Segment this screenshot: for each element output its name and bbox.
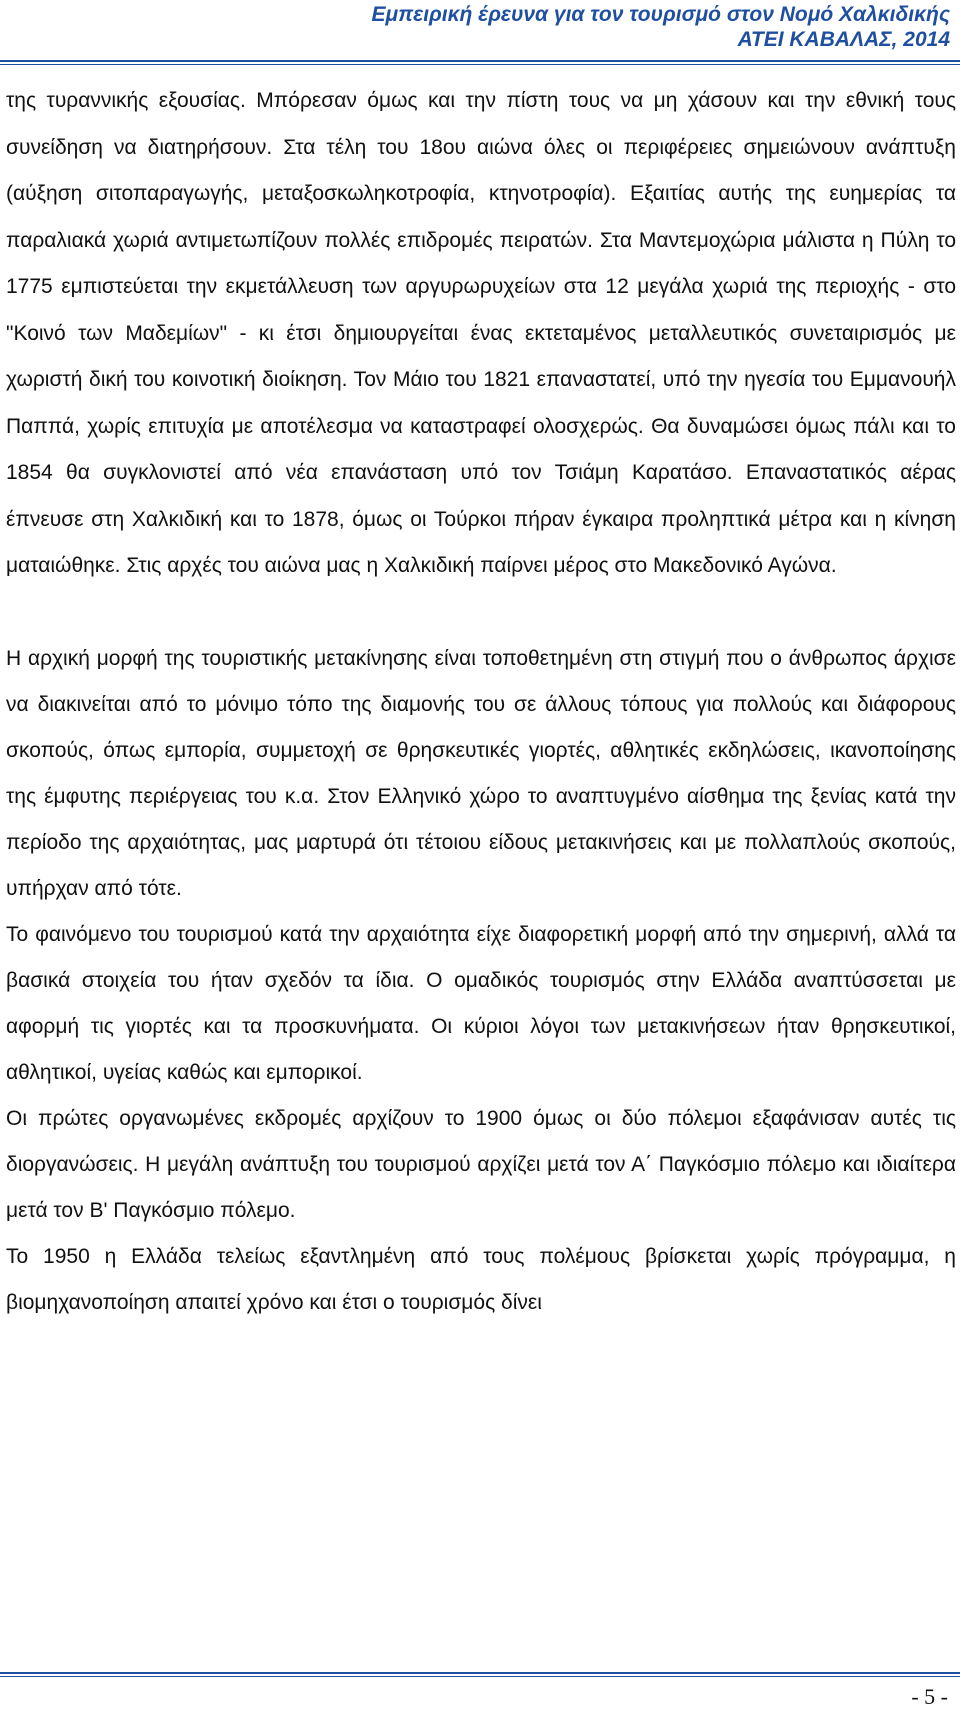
footer-rule <box>0 1672 960 1674</box>
page-number: - 5 - <box>911 1684 948 1709</box>
paragraph-gap <box>6 590 956 636</box>
paragraph-1950: Το 1950 η Ελλάδα τελείως εξαντλημένη από τους πολέμους βρίσκεται χωρίς πρόγραμμα, η βιομηχανοποίηση απαιτεί χρόνο και έτσι ο τουρισμός δίνει <box>6 1244 956 1314</box>
body-text <box>6 78 956 1326</box>
header-rule-thin <box>0 64 960 65</box>
footer-rule-thin <box>0 1676 960 1677</box>
paragraph-organized-excursions: Οι πρώτες οργανωμένες εκδρομές αρχίζουν το 1900 όμως οι δύο πόλεμοι εξαφάνισαν αυτές τις διοργανώσεις. Η μεγάλη ανάπτυξη του τουρισμού αρχίζει μετά τον Α΄ Παγκόσμιο πόλεμο και ιδιαίτερα μετά τον Β' Παγκόσμιο πόλεμο. <box>6 1106 956 1222</box>
paragraph-origin-of-tourism: Η αρχική μορφή της τουριστικής μετακίνησης είναι τοποθετημένη στη στιγμή που ο άνθρωπος άρχισε να διακινείται από το μόνιμο τόπο της διαμονής του σε άλλους τόπους για πολλούς και διάφορους σκοπούς, όπως εμπορία, συμμετοχή σε θρησκευτικές γιορτές, αθλητικές εκδηλώσεις, ικανοποίησης της έμφυτης περιέργειας του κ.α. Στον Ελληνικό χώρο το αναπτυγμένο αίσθημα της ξενίας κατά την περίοδο της αρχαιότητας, μας μαρτυρά ότι τέτοιου είδους μετακινήσεις και με πολλαπλούς σκοπούς, υπήρχαν από τότε. <box>6 646 956 900</box>
paragraph-history: της τυραννικής εξουσίας. Μπόρεσαν όμως και την πίστη τους να μη χάσουν και την εθνική τους συνείδηση να διατηρήσουν. Στα τέλη του 18ου αιώνα όλες οι περιφέρειες σημειώνουν ανάπτυξη (αύξηση σιτοπαραγωγής, μεταξοσκωληκοτροφία, κτηνοτροφία). Εξαιτίας αυτής της ευημερίας τα παραλιακά χωριά αντιμετωπίζουν πολλές επιδρομές πειρατών. Στα Μαντεμοχώρια μάλιστα η Πύλη το 1775 εμπιστεύεται την εκμετάλλευση των αργυρωρυχείων στα 12 μεγάλα χωριά της περιοχής - στο "Κοινό των Μαδεμίων" - κι έτσι δημιουργείται ένας εκτεταμένος μεταλλευτικός συνεταιρισμός με χωριστή δική του κοινοτική διοίκηση. Τον Μάιο του 1821 επαναστατεί, υπό την ηγεσία του Εμμανουήλ Παππά, χωρίς επιτυχία με αποτέλεσμα να καταστραφεί ολοσχερώς. Θα δυναμώσει όμως πάλι και το 1854 θα συγκλονιστεί από νέα επανάσταση υπό τον Τσιάμη Καρατάσο. Επαναστατικός αέρας έπνευσε στη Χαλκιδική και το 1878, όμως οι Τούρκοι πήραν έγκαιρα προληπτικά μέτρα και η κίνηση ματαιώθηκε. Στις αρχές του αιώνα μας η Χαλκιδική παίρνει μέρος στο Μακεδονικό Αγώνα. <box>6 89 956 577</box>
header-title: Εμπειρική έρευνα για τον τουρισμό στον Νομό Χαλκιδικής <box>371 3 950 26</box>
header-institution: ΑΤΕΙ ΚΑΒΑΛΑΣ, 2014 <box>737 28 950 51</box>
paragraph-ancient-tourism: Το φαινόμενο του τουρισμού κατά την αρχαιότητα είχε διαφορετική μορφή από την σημερινή, αλλά τα βασικά στοιχεία του ήταν σχεδόν τα ίδια. Ο ομαδικός τουρισμός στην Ελλάδα αναπτύσσεται με αφορμή τις γιορτές και τα προσκυνήματα. Οι κύριοι λόγοι των μετακινήσεων ήταν θρησκευτικοί, αθλητικοί, υγείας καθώς και εμπορικοί. <box>6 922 956 1084</box>
header-rule <box>0 60 960 62</box>
running-header <box>0 2 950 52</box>
